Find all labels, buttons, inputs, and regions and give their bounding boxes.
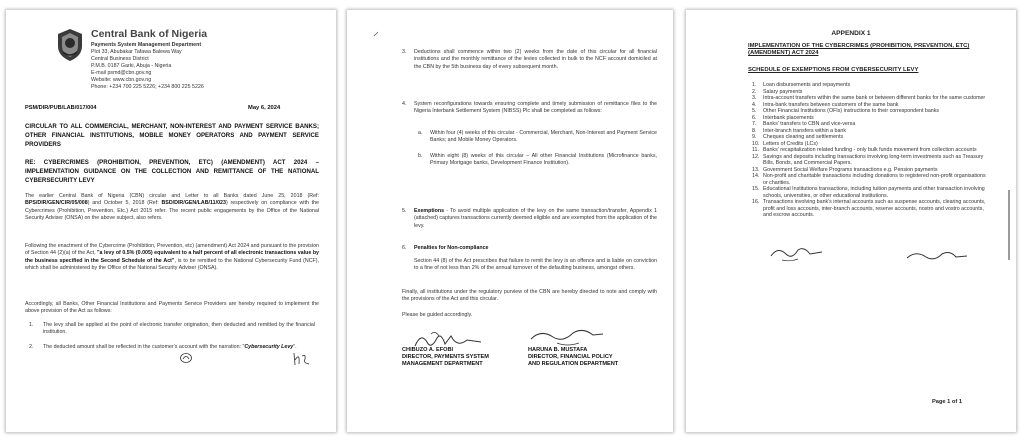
penalty-text: Section 44 (8) of the Act prescribes that failure to remit the levy is an offence and is liable on conviction to a fine of not less than 2% of the annual turnover of the defaulting business, amongst others.: [414, 258, 657, 272]
letter-page-2: [347, 10, 673, 432]
bank-name: Central Bank of Nigeria: [91, 28, 208, 40]
page-number: Page 1 of 1: [932, 399, 963, 405]
letter-page-1: [6, 10, 336, 432]
list-item: 4. Intra-bank transfers between customers of the same bank: [752, 101, 899, 108]
address-line: Website: www.cbn.gov.ng: [91, 77, 152, 83]
signatory-name: CHIBUZO A. EFOBI: [402, 347, 454, 353]
list-item: 3. Intra-account transfers within the same bank or between different banks for the same customer: [752, 95, 986, 101]
list-item: 11. Banks' recapitalization related funding - only bulk funds movement from collection accounts: [752, 147, 977, 153]
list-item: 12. Savings and deposits including transactions involving long-term investments such as Treasury Bills, Bonds, and Commercial Papers.: [752, 153, 984, 166]
list-item: 10. Letters of Credits (LCs): [752, 140, 818, 147]
address-line: Central Business District: [91, 56, 149, 62]
sub-list-item: a. Within four (4) weeks of this circular - Commercial, Merchant, Non-Interest and Payment Service Banks; and Mobile Money Operators.: [418, 130, 657, 144]
appendix-heading: IMPLEMENTATION OF THE CYBERCRIMES (PROHIBITION, PREVENTION, ETC) (AMENDMENT) ACT 2024: [748, 43, 970, 57]
list-item: 9. Cheques clearing and settlements: [752, 134, 844, 140]
list-item: 13. Government Social Welfare Programs transactions e.g. Pension payments: [752, 166, 938, 173]
signatory-name: HARUNA B. MUSTAFA: [528, 347, 588, 353]
department-name: Payments System Management Department: [91, 42, 202, 48]
list-item: 8. Inter-branch transfers within a bank: [752, 127, 847, 134]
signature-left: [768, 242, 826, 264]
list-item: 3. Deductions shall commence within two (2) weeks from the date of this circular for all financial institutions and the monthly remittance of the levies collected in bulk to the NCF account domiciled at the CBN by the 5th business day of every subsequent month.: [402, 49, 657, 70]
paragraph-accordingly: Accordingly, all Banks, Other Financial Institutions and Payments Service Providers are hereby required to implement the above provision of the Act as follows:: [25, 301, 319, 315]
list-item: 14. Non-profit and charitable transactions including donations to registered non-profit organisations or charities.: [752, 173, 986, 186]
appendix-page: [686, 10, 1016, 432]
letter-date: May 6, 2024: [248, 105, 281, 111]
signatory-title: DIRECTOR, PAYMENTS SYSTEM: [402, 354, 489, 360]
sub-list-item: b. Within eight (8) weeks of this circular – All other Financial Institutions (Microfinance banks, Primary Mortgage banks, Development Finance Institution).: [418, 153, 657, 167]
list-item: 1. The levy shall be applied at the point of electronic transfer origination, then deducted and remitted by the financial institution.: [29, 322, 315, 336]
list-item: 1. Loan disbursements and repayments: [752, 82, 851, 88]
list-item: 6. Interbank placements: [752, 114, 814, 121]
address-line: E-mail psmd@cbn.gov.ng: [91, 70, 152, 76]
list-item: 4. System reconfigurations towards ensuring complete and timely submission of remittance files to the Nigeria Interbank Settlement System (NIBSS) Plc shall be completed as follows:: [402, 101, 657, 115]
signatory-title: MANAGEMENT DEPARTMENT: [402, 361, 483, 367]
signatory-title: DIRECTOR, FINANCIAL POLICY: [528, 354, 613, 360]
appendix-subheading: SCHEDULE OF EXEMPTIONS FROM CYBERSECURITY LEVY: [748, 67, 919, 73]
scrollbar-indicator[interactable]: [1008, 190, 1010, 260]
list-item: 5. Exemptions - To avoid multiple application of the levy on the same transaction/transfer, Appendix 1 (attached) captures transactions currently deemed eligible and are exempted from the application of the levy.: [402, 208, 657, 229]
paragraph-levy: Following the enactment of the Cybercrime (Prohibition, Prevention, etc) (amendment) Act 2024 and pursuant to the provision of Section 44 (2)(a) of the Act, "a levy of 0.5% (0.005) equivalent to a half percent of all electronic transactions value by the business specified in the Second Schedule of the Act", is to be remitted to the National Cybersecurity Fund (NCF), which shall be administered by the Office of the National Security Adviser (ONSA).: [25, 243, 319, 271]
reference-number: PSM/DIR/PUB/LAB/017/004: [25, 105, 97, 111]
signatory-title: AND REGULATION DEPARTMENT: [528, 361, 619, 367]
list-item: 15. Educational Institutions transactions, including tuition payments and other transaction involving schools, universities, or other educational institutions.: [752, 186, 985, 199]
signature-right: [904, 246, 970, 266]
closing-line: Please be guided accordingly.: [402, 312, 473, 318]
circular-subject: RE: CYBERCRIMES (PROHIBITION, PREVENTION, ETC) (AMENDMENT) ACT 2024 – IMPLEMENTATION GUIDANCE ON THE COLLECTION AND REMITTANCE OF THE NATIONAL CYBERSECURITY LEVY: [25, 159, 319, 184]
address-line: Phone: +234 700 225 5226; +234 800 225 5226: [91, 84, 204, 90]
cbn-seal-logo: [55, 28, 85, 62]
closing-paragraph: Finally, all institutions under the regulatory purview of the CBN are hereby directed to note and comply with the provisions of the Act and this circular.: [402, 289, 657, 303]
list-item: 7. Banks' transfers to CBN and vice-versa: [752, 121, 856, 127]
initials-signature: [291, 350, 313, 368]
list-item: 16. Transactions involving bank's internal accounts such as suspense accounts, clearing accounts, profit and loss accounts, inter-branch accounts, reserve accounts, nostro and vostro accounts, and escrow accounts.: [752, 199, 986, 218]
exemption-list: [752, 82, 988, 219]
list-item: 2. The deducted amount shall be reflected in the customer's account with the narration: "Cybersecurity Levy".: [29, 344, 297, 350]
address-line: P.M.B. 0187 Garki, Abuja - Nigeria: [91, 63, 172, 69]
list-item: 6. Penalties for Non-compliance: [402, 245, 489, 251]
circular-title: CIRCULAR TO ALL COMMERCIAL, MERCHANT, NON-INTEREST AND PAYMENT SERVICE BANKS; OTHER FINANCIAL INSTITUTIONS, MOBILE MONEY OPERATORS AND PAYMENT SERVICE PROVIDERS: [25, 123, 319, 148]
address-line: Plot 33, Abubakar Tafawa Balewa Way: [91, 49, 182, 55]
appendix-title: APPENDIX 1: [831, 30, 871, 37]
corner-mark: [372, 30, 380, 38]
paragraph-reference: The earlier Central Bank of Nigeria (CBN) circular and Letter to all Banks dated June 25, 2018 (Ref: BPS/DIR/GEN/CIR/05/008) and October 5, 2018 (Ref: BSD/DIR/GEN/LAB/11/023) respectively on compliance with the Cybercrimes (Prohibition, Prevention, Etc.) Act 2015 refer. The recent public engagements by the Office of the National Security Adviser (ONSA) on the above subject, also refers.: [25, 193, 319, 221]
list-item: 5. Other Financial Institutions (OFIs) instructions to their correspondent banks: [752, 108, 940, 114]
initials-mark: [179, 352, 193, 364]
list-item: 2. Salary payments: [752, 88, 803, 95]
